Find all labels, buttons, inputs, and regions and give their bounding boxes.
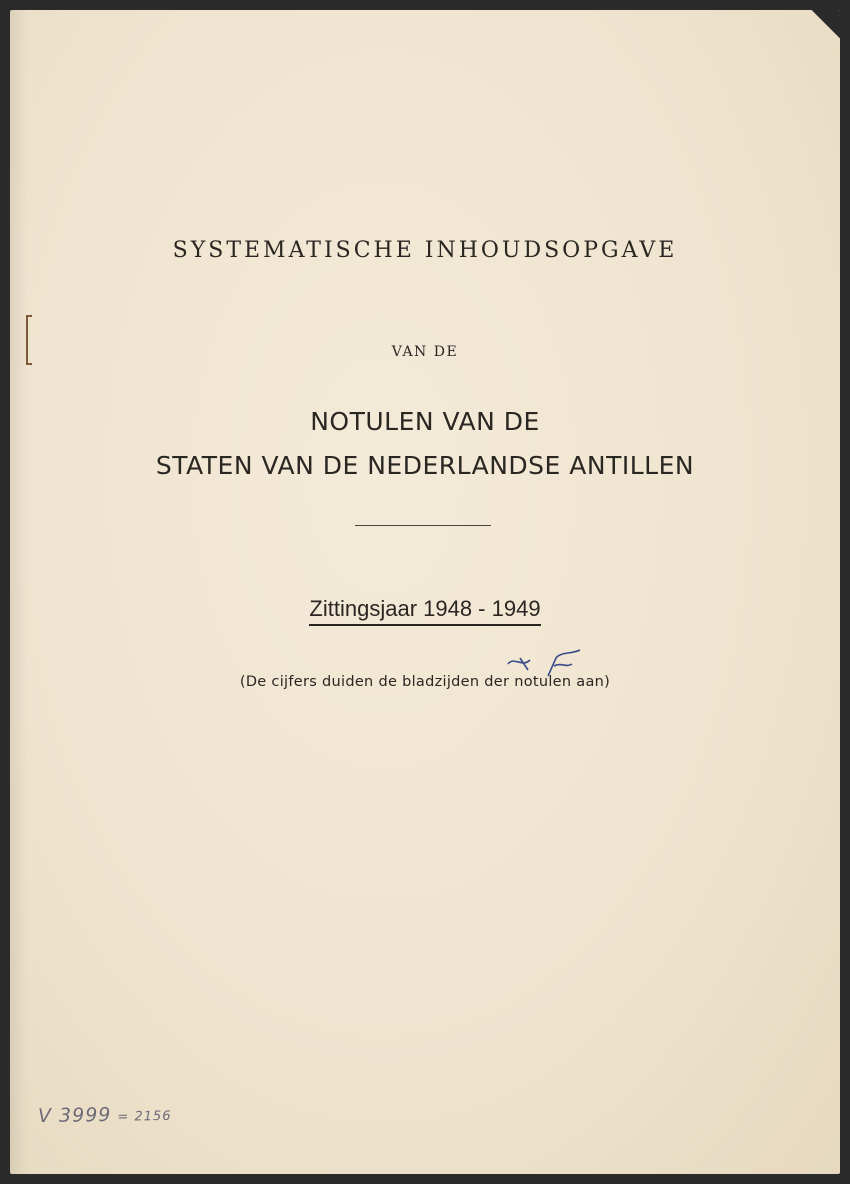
binding-shadow — [10, 10, 28, 1174]
connector-text: VAN DE — [391, 344, 459, 360]
page-number-note: (De cijfers duiden de bladzijden der notulen aan) — [239, 674, 611, 690]
folded-corner — [800, 10, 840, 50]
archive-mark-suffix: = 2156 — [117, 1108, 172, 1125]
subject-line-1: NOTULEN VAN DE — [310, 407, 540, 436]
subject-heading — [10, 400, 840, 488]
session-year — [10, 596, 840, 626]
divider-rule — [355, 525, 491, 526]
archive-mark — [38, 1103, 172, 1127]
session-year-text: Zittingsjaar 1948 - 1949 — [309, 596, 540, 626]
archive-mark-number: V 3999 — [37, 1103, 112, 1128]
document-title: SYSTEMATISCHE INHOUDSOPGAVE — [172, 238, 678, 263]
subject-line-2: STATEN VAN DE NEDERLANDSE ANTILLEN — [155, 451, 695, 480]
document-page — [10, 10, 840, 1174]
